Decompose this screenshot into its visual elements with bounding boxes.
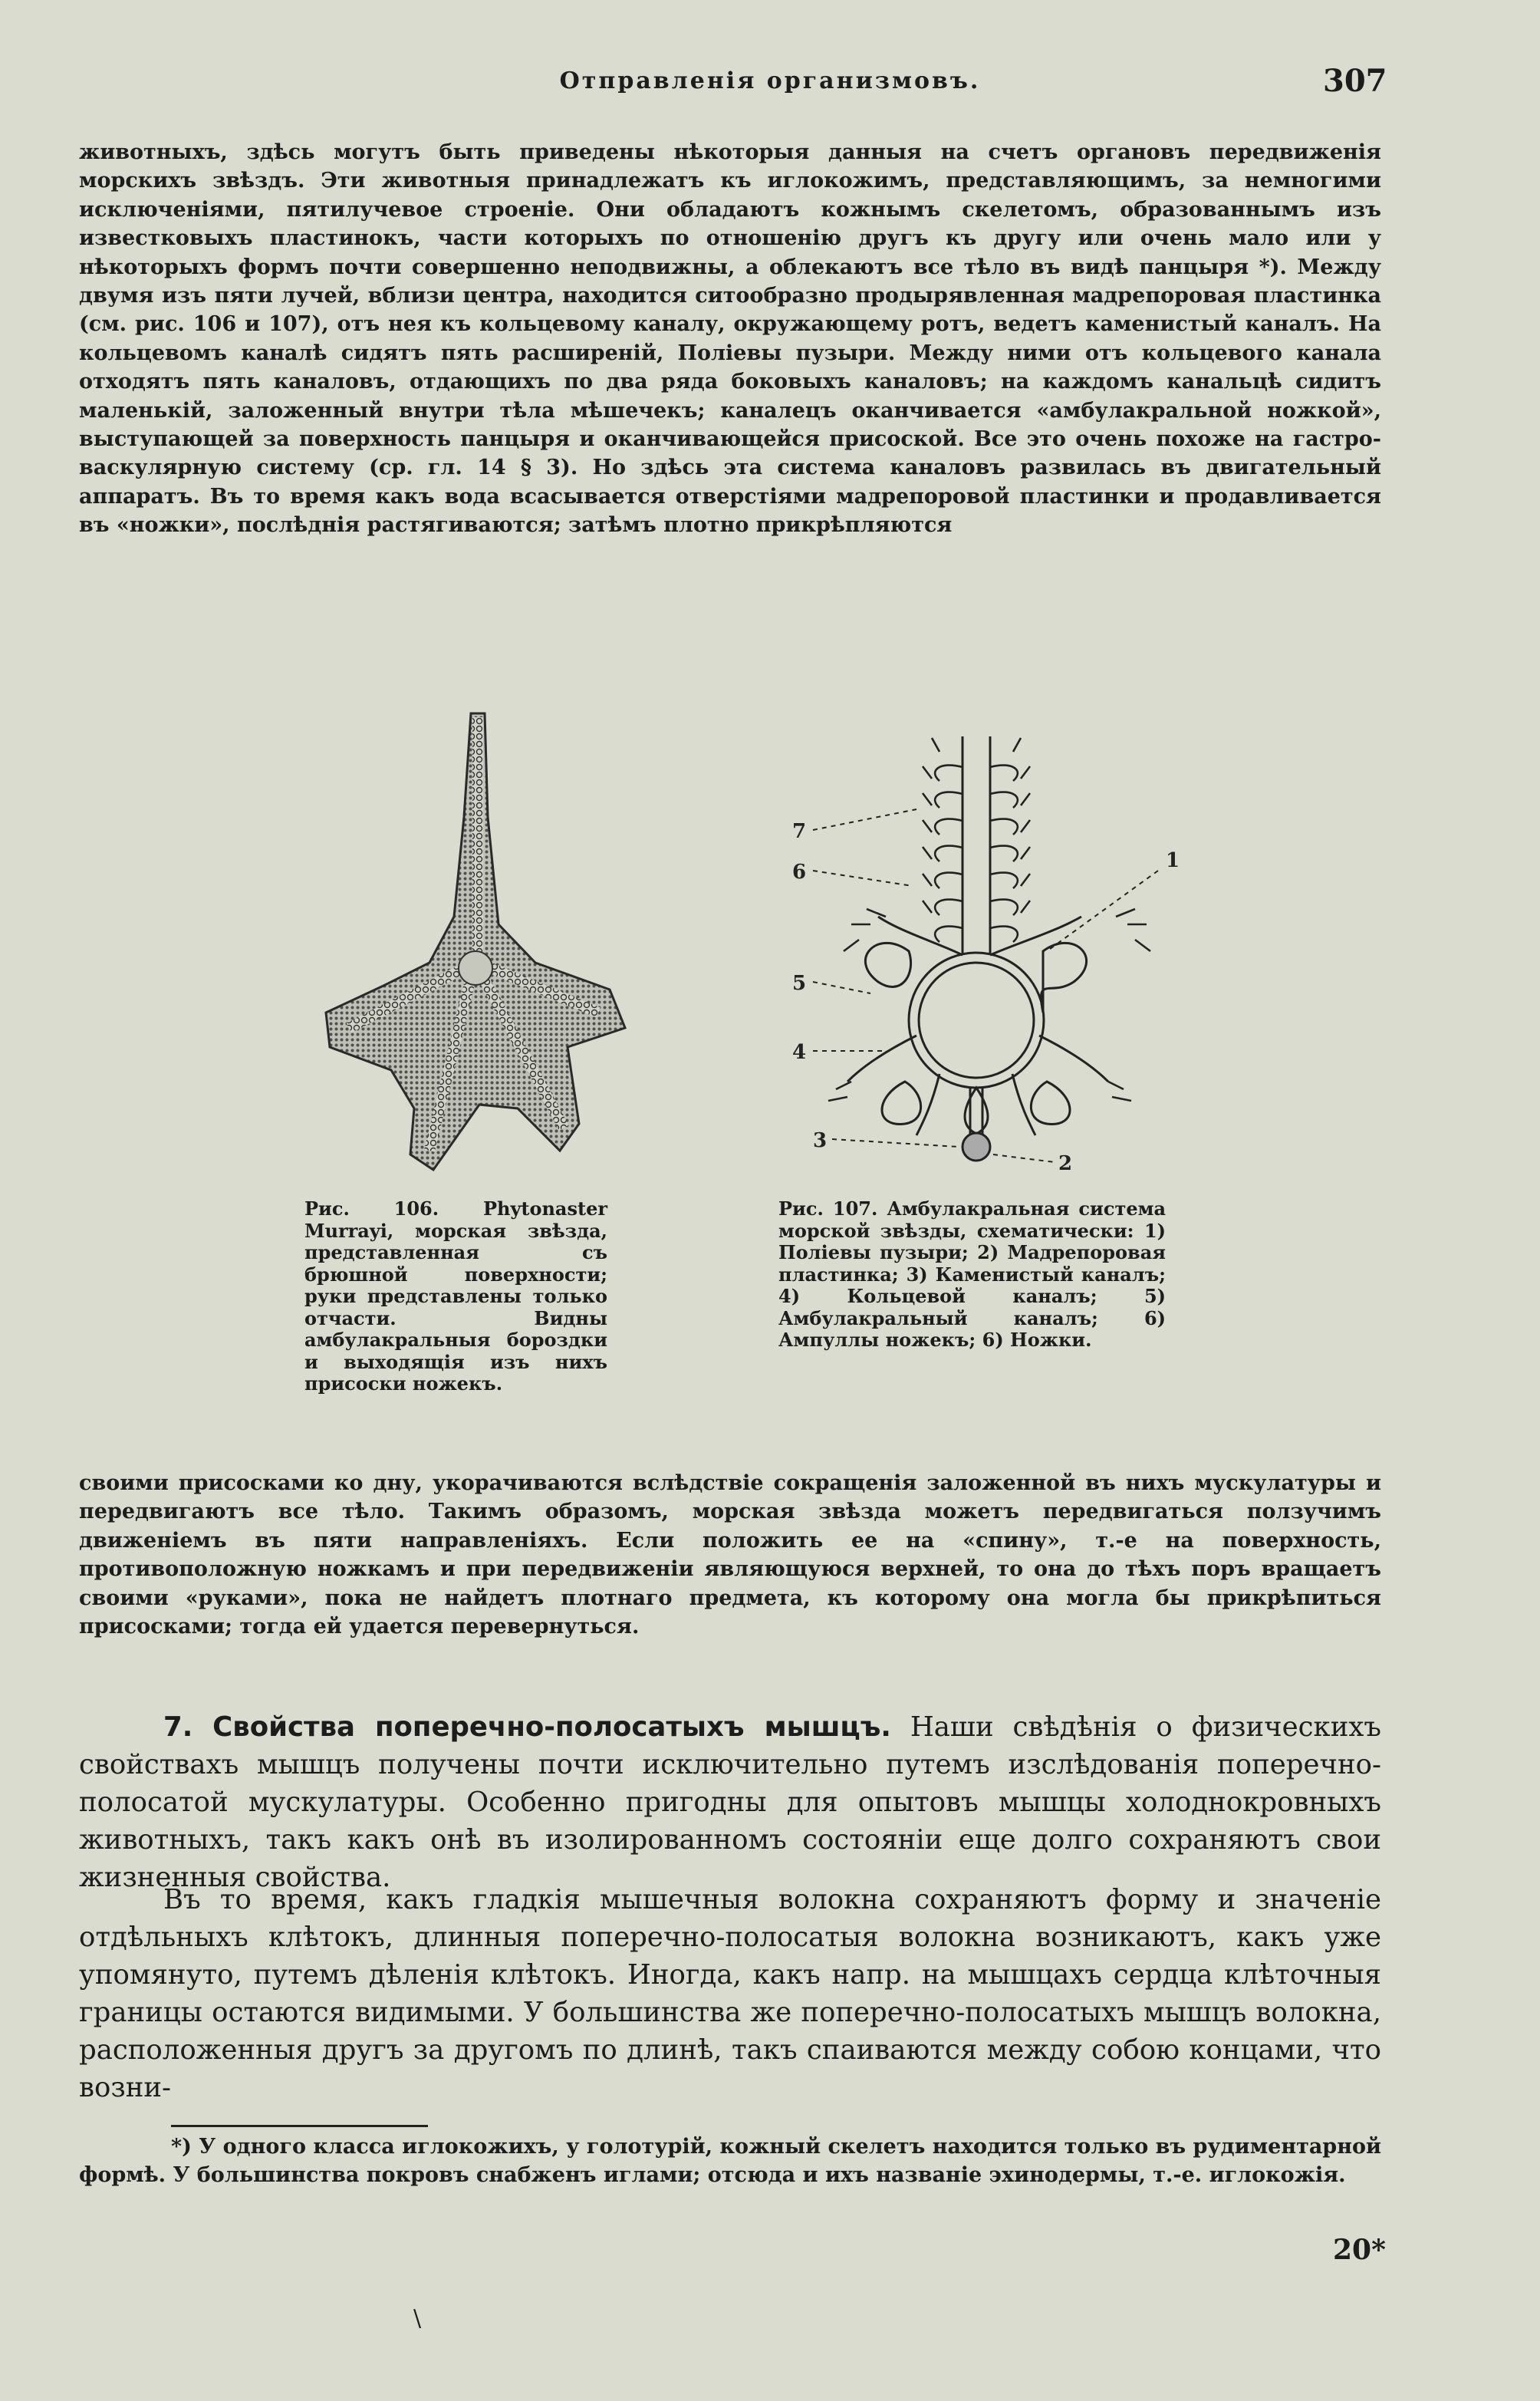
middle-paragraph: своими присосками ко дну, укорачиваются вслѣдствіе сокращенія заложенной въ нихъ мускулатуры и передвигаютъ все тѣло. Такимъ образомъ, морская звѣзда можетъ передвигаться ползучимъ движеніемъ въ пяти направленіяхъ. Если положить ее на «спину», т.-е на поверхность, противоположную ножкамъ и при передвиженіи являющуюся верхней, то она до тѣхъ поръ вращаетъ своими «руками», пока не найдетъ плотнаго предмета, къ которому она могла бы прикрѣпиться присосками; тогда ей удается перевернуться. [79,1471,1381,1639]
diagram-label-7: 7 [792,820,807,843]
footnote: *) У одного класса иглокожихъ, у голотурій, кожный скелетъ находится только въ рудиментарной формѣ. У большинства покровъ снабженъ иглами; отсюда и ихъ названіе эхинодермы, т.-е. иглокожія. [79,2135,1381,2187]
section-heading: 7. Свойства поперечно-полосатыхъ мышцъ. [163,1711,891,1743]
figure-106-caption: Рис. 106. Phytonaster Murrayi, морская звѣзда, представленная съ брюшной поверхности; руки представлены только отчасти. Видны амбулакральныя бороздки и выходящія изъ нихъ присоски ножекъ. [304,1197,607,1395]
top-paragraph: животныхъ, здѣсь могутъ быть приведены нѣкоторыя данныя на счетъ органовъ передвиженія морскихъ звѣздъ. Эти животныя принадлежатъ къ иглокожимъ, представляющимъ, за немногими исключеніями, пятилучевое строеніе. Они обладаютъ кожнымъ скелетомъ, образованнымъ изъ известковыхъ пластинокъ, части которыхъ по отношенію другъ къ другу или очень мало или у нѣкоторыхъ формъ почти совершенно неподвижны, а облекаютъ все тѣло въ видѣ панцыря *). Между двумя изъ пяти лучей, вблизи центра, находится ситообразно продырявленная мадрепоровая пластинка (см. рис. 106 и 107), отъ нея къ кольцевому каналу, окружающему ротъ, ведетъ каменистый каналъ. На кольцевомъ каналѣ сидятъ пять расширеній, Поліевы пузыри. Между ними отъ кольцевого канала отходятъ пять каналовъ, отдающихъ по два ряда боковыхъ каналовъ; на каждомъ канальцѣ сидитъ маленькій, заложенный внутри тѣла мѣшечекъ; каналецъ оканчивается «амбулакральной ножкой», выступающей за поверхность панцыря и оканчивающейся присоской. Все это очень похоже на гастро-васкулярную систему (ср. гл. 14 § 3). Но здѣсь эта система каналовъ развилась въ двигательный аппаратъ. Въ то время какъ вода всасывается отверстіями мадрепоровой пластинки и продавливается въ «ножки», послѣднія растягиваются; затѣмъ плотно прикрѣпляются [79,140,1381,538]
diagram-label-2: 2 [1058,1152,1073,1175]
figure-106-starfish-illustration [307,710,644,1189]
figure-107-ambulacral-diagram [778,721,1223,1181]
section-paragraph-1-text: Наши свѣдѣнія о физическихъ свойствахъ мышцъ получены почти исключительно путемъ изслѣдованія поперечно-полосатой мускулатуры. Особенно пригодны для опытовъ мышцы холоднокровныхъ животныхъ, такъ какъ онѣ въ изолированномъ состояніи еще долго сохраняютъ свои жизненныя свойства. [79,1711,1381,1893]
figure-107-caption: Рис. 107. Амбулакральная система морской звѣзды, схематически: 1) Поліевы пузыри; 2) Мадрепоровая пластинка; 3) Каменистый каналъ; 4) Кольцевой каналъ; 5) Амбулакральный каналъ; 6) Ампуллы ножекъ; 6) Ножки. [778,1197,1166,1351]
signature-mark: 20* [1333,2234,1386,2266]
diagram-label-3: 3 [813,1129,828,1152]
diagram-label-5: 5 [792,972,807,995]
diagram-label-4: 4 [792,1041,807,1064]
section-paragraph-1 [79,1708,1381,1896]
stray-mark: \ [413,2305,422,2332]
section-paragraph-2: Въ то время, какъ гладкія мышечныя волокна сохраняютъ форму и значеніе отдѣльныхъ клѣтокъ, длинныя поперечно-полосатыя волокна возникаютъ, какъ уже упомянуто, путемъ дѣленія клѣтокъ. Иногда, какъ напр. на мышцахъ сердца клѣточныя границы остаются видимыми. У большинства же поперечно-полосатыхъ мышцъ волокна, расположенныя другъ за другомъ по длинѣ, такъ спаиваются между собою концами, что возни- [79,1884,1381,2103]
running-title: Отправленія организмовъ. [559,68,981,94]
diagram-label-1: 1 [1166,849,1180,872]
footnote-divider [171,2125,428,2127]
diagram-label-6: 6 [792,861,807,884]
page-number: 307 [1323,63,1387,99]
